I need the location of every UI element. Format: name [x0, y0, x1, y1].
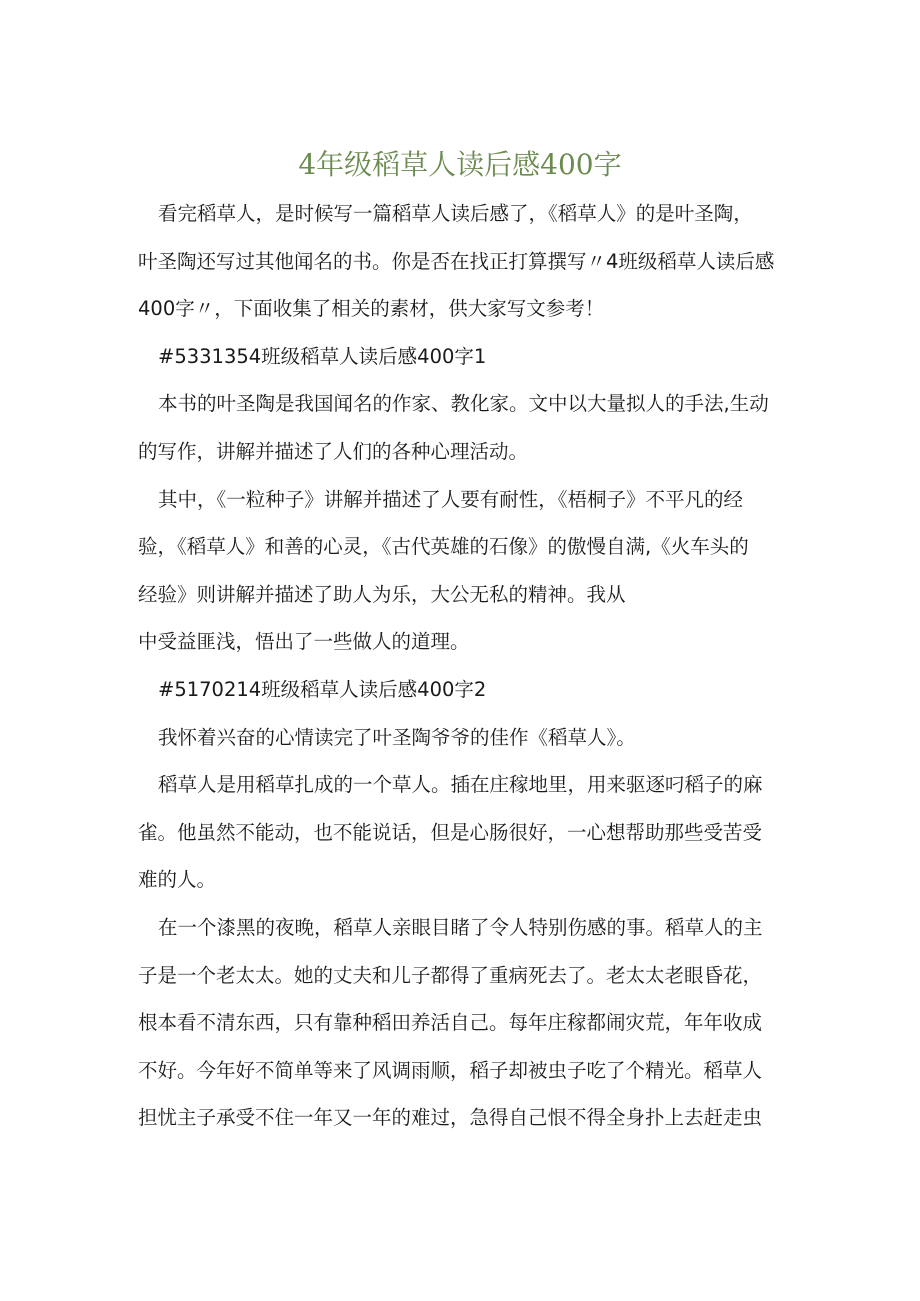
document-title: 4年级稻草人读后感400字 — [298, 148, 622, 181]
body-line: 子是一个老太太。她的丈夫和儿子都得了重病死去了。老太太老眼昏花， — [138, 963, 763, 987]
body-line: 稻草人是用稻草扎成的一个草人。插在庄稼地里，用来驱逐叼稻子的麻 — [158, 773, 763, 797]
body-line: 的写作，讲解并描述了人们的各种心理活动。 — [138, 439, 529, 463]
body-line: 其中，《一粒种子》讲解并描述了人要有耐性，《梧桐子》不平凡的经 — [158, 487, 744, 511]
body-line: 经验》则讲解并描述了助人为乐，大公无私的精神。我从 — [138, 582, 626, 606]
document-body — [138, 190, 798, 1142]
body-line: 验，《稻草人》和善的心灵，《古代英雄的石像》的傲慢自满,《火车头的 — [138, 535, 749, 559]
body-line: 在一个漆黑的夜晚，稻草人亲眼目睹了令人特别伤感的事。稻草人的主 — [158, 915, 763, 939]
body-line: 我怀着兴奋的心情读完了叶圣陶爷爷的佳作《稻草人》。 — [158, 725, 636, 749]
body-line: 根本看不清东西，只有靠种稻田养活自己。每年庄稼都闹灾荒，年年收成 — [138, 1011, 763, 1035]
body-line: 担忧主子承受不住一年又一年的难过，急得自己恨不得全身扑上去赶走虫 — [138, 1106, 763, 1130]
body-line: 本书的叶圣陶是我国闻名的作家、教化家。文中以大量拟人的手法,生动 — [158, 392, 769, 416]
body-line: 叶圣陶还写过其他闻名的书。你是否在找正打算撰写〃4班级稻草人读后感 — [138, 249, 775, 273]
body-line: 不好。今年好不简单等来了风调雨顺，稻子却被虫子吃了个精光。稻草人 — [138, 1058, 763, 1082]
body-line: 中受益匪浅，悟出了一些做人的道理。 — [138, 630, 470, 654]
body-line: #5331354班级稻草人读后感400字1 — [158, 344, 487, 368]
body-line: 看完稻草人，是时候写一篇稻草人读后感了，《稻草人》的是叶圣陶， — [158, 202, 753, 225]
body-line: 400字〃，下面收集了相关的素材，供大家写文参考！ — [138, 297, 605, 321]
body-line: 难的人。 — [138, 868, 217, 892]
body-line: #5170214班级稻草人读后感400字2 — [158, 677, 487, 701]
body-line: 雀。他虽然不能动，也不能说话，但是心肠很好，一心想帮助那些受苦受 — [138, 820, 763, 844]
